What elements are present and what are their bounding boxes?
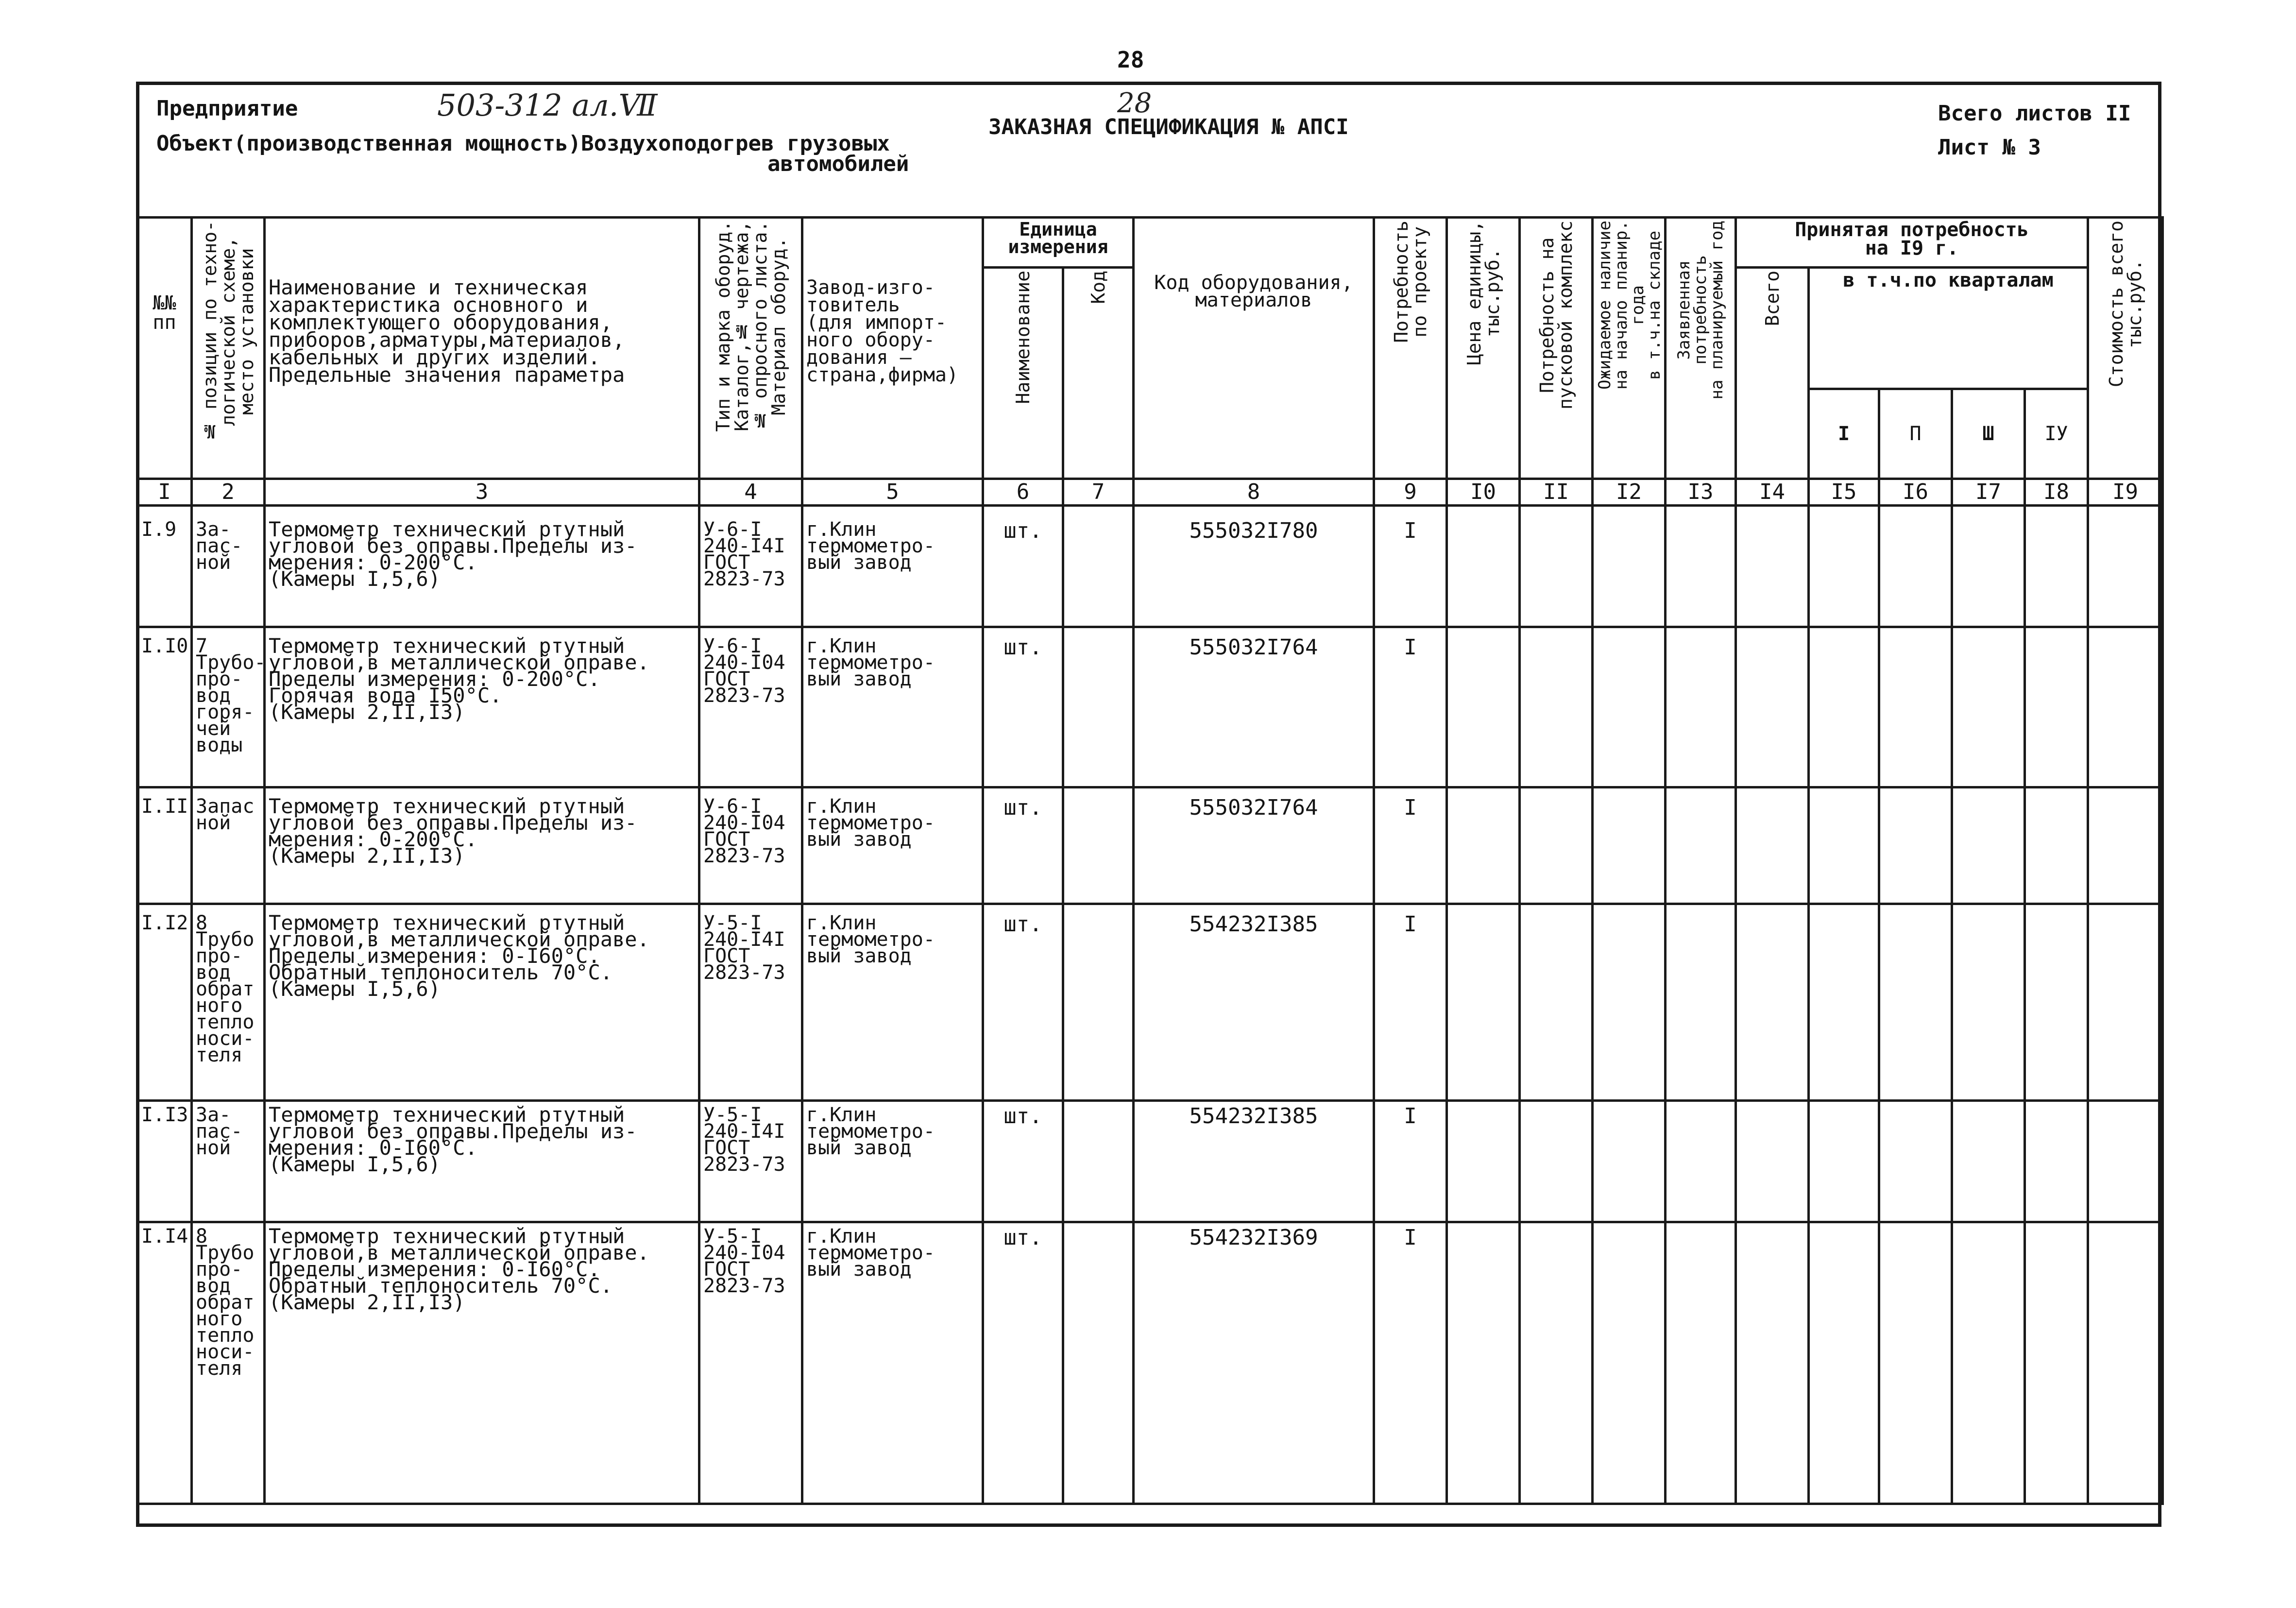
row-code: 555032I780 (1134, 506, 1374, 627)
row-code: 554232I385 (1134, 904, 1374, 1101)
enterprise-label: Предприятие (156, 96, 298, 121)
row-number: I.I3 (137, 1101, 192, 1222)
row-name: Термометр технический ртутный угловой,в металлической оправе. Пределы измерения: 0-I60°С. Обратный теплоноситель 70°С. (Камеры 2,II,I3) (265, 1222, 699, 1504)
row-code: 555032I764 (1134, 787, 1374, 904)
row-name: Термометр технический ртутный угловой без оправы.Пределы из- мерения: 0-200°С. (Камеры 2,II,I3) (265, 787, 699, 904)
row-type: У-5-I 240-I4I ГОСТ 2823-73 (699, 1101, 802, 1222)
table-row (137, 1222, 2163, 1504)
row-type: У-6-I 240-I4I ГОСТ 2823-73 (699, 506, 802, 627)
object-line-2: автомобилей (767, 152, 909, 176)
specification-table (136, 216, 2164, 1505)
row-maker: г.Клин термометро- вый завод (802, 787, 983, 904)
row-maker: г.Клин термометро- вый завод (802, 1101, 983, 1222)
col-header-unit-group: Единица измерения (983, 218, 1134, 268)
col-header-startup-need: Потребность на пусковой комплекс (1520, 218, 1593, 479)
row-qty: I (1374, 904, 1447, 1101)
col-header-unit-name: Наименование (983, 268, 1063, 479)
row-type: У-5-I 240-I4I ГОСТ 2823-73 (699, 904, 802, 1101)
col-header-q1: I (1809, 389, 1879, 479)
col-number: I7 (1952, 479, 2025, 506)
row-maker: г.Клин термометро- вый завод (802, 904, 983, 1101)
row-qty: I (1374, 1101, 1447, 1222)
col-header-total-cost: Стоимость всего тыс.руб. (2088, 218, 2163, 479)
col-number: I0 (1447, 479, 1520, 506)
row-unit: шт. (983, 904, 1063, 1101)
handwritten-code: 503-312 ал.Ⅶ (437, 87, 658, 123)
row-maker: г.Клин термометро- вый завод (802, 627, 983, 787)
col-header-equipment-code: Код оборудования, материалов (1134, 218, 1374, 479)
row-number: I.I0 (137, 627, 192, 787)
col-number: 8 (1134, 479, 1374, 506)
col-header-unit-price: Цена единицы, тыс.руб. (1447, 218, 1520, 479)
col-header-type: Тип и марка оборуд. Каталог,№ чертежа, № опросного листа. Материал оборуд. (699, 218, 802, 479)
row-number: I.II (137, 787, 192, 904)
table-row (137, 787, 2163, 904)
row-unit: шт. (983, 787, 1063, 904)
col-number: I4 (1736, 479, 1809, 506)
col-header-quarters: в т.ч.по кварталам (1809, 268, 2088, 389)
row-maker: г.Клин термометро- вый завод (802, 506, 983, 627)
col-number: 9 (1374, 479, 1447, 506)
row-type: У-5-I 240-I04 ГОСТ 2823-73 (699, 1222, 802, 1504)
row-position: 8 Трубо про- вод обрат ного тепло носи- теля (192, 904, 265, 1101)
col-number: 4 (699, 479, 802, 506)
col-header-q3: Ш (1952, 389, 2025, 479)
row-code: 554232I385 (1134, 1101, 1374, 1222)
row-position: За- пас- ной (192, 506, 265, 627)
col-header-total: Всего (1736, 268, 1809, 479)
row-maker: г.Клин термометро- вый завод (802, 1222, 983, 1504)
col-number: I2 (1593, 479, 1666, 506)
row-name: Термометр технический ртутный угловой,в металлической оправе. Пределы измерения: 0-I60°С. Обратный теплоноситель 70°С. (Камеры I,5,6) (265, 904, 699, 1101)
table-row (137, 1101, 2163, 1222)
col-header-name: Наименование и техническая характеристика основного и комплектующего оборудования, приборов,арматуры,материалов, кабельных и других изделий. Предельные значения параметра (265, 218, 699, 479)
row-position: За- пас- ной (192, 1101, 265, 1222)
col-header-no: №№ пп (137, 218, 192, 479)
row-name: Термометр технический ртутный угловой без оправы.Пределы из- мерения: 0-I60°С. (Камеры I,5,6) (265, 1101, 699, 1222)
col-number: I8 (2025, 479, 2088, 506)
row-code: 555032I764 (1134, 627, 1374, 787)
table-row (137, 904, 2163, 1101)
column-numbers-row (137, 479, 2163, 506)
col-number: I5 (1809, 479, 1879, 506)
row-number: I.I4 (137, 1222, 192, 1504)
row-type: У-6-I 240-I04 ГОСТ 2823-73 (699, 787, 802, 904)
col-header-maker: Завод-изго- товитель (для импорт- ного обору- дования — страна,фирма) (802, 218, 983, 479)
col-number: 5 (802, 479, 983, 506)
total-sheets: Всего листов II (1938, 101, 2131, 126)
col-number: II (1520, 479, 1593, 506)
row-qty: I (1374, 627, 1447, 787)
col-header-declared-need: Заявленная потребность на планируемый год (1666, 218, 1736, 479)
col-header-position: № позиции по техно- логической схеме, место установки (192, 218, 265, 479)
row-name: Термометр технический ртутный угловой,в металлической оправе. Пределы измерения: 0-200°С. Горячая вода I50°С. (Камеры 2,II,I3) (265, 627, 699, 787)
object-line-1: Объект(производственная мощность)Воздухоподогрев грузовых (156, 131, 890, 156)
row-qty: I (1374, 1222, 1447, 1504)
col-number: I9 (2088, 479, 2163, 506)
row-name: Термометр технический ртутный угловой без оправы.Пределы из- мерения: 0-200°С. (Камеры I,5,6) (265, 506, 699, 627)
col-header-project-need: Потребность по проекту (1374, 218, 1447, 479)
table-row (137, 506, 2163, 627)
col-header-q2: П (1879, 389, 1952, 479)
col-number: I6 (1879, 479, 1952, 506)
col-number: 2 (192, 479, 265, 506)
row-type: У-6-I 240-I04 ГОСТ 2823-73 (699, 627, 802, 787)
page-number: 28 (1117, 47, 1144, 73)
col-number: 6 (983, 479, 1063, 506)
col-header-expected-stock: Ожидаемое наличие на начало планир. года в т.ч.на складе (1593, 218, 1666, 479)
row-code: 554232I369 (1134, 1222, 1374, 1504)
row-number: I.9 (137, 506, 192, 627)
col-number: 7 (1063, 479, 1134, 506)
row-position: 8 Трубо про- вод обрат ного тепло носи- теля (192, 1222, 265, 1504)
row-position: Запас ной (192, 787, 265, 904)
row-unit: шт. (983, 627, 1063, 787)
row-unit: шт. (983, 1101, 1063, 1222)
row-qty: I (1374, 506, 1447, 627)
col-number: I3 (1666, 479, 1736, 506)
row-unit: шт. (983, 506, 1063, 627)
handwritten-page: 28 (1117, 87, 1152, 119)
col-header-accepted-group: Принятая потребность на I9 г. (1736, 218, 2088, 268)
col-number: 3 (265, 479, 699, 506)
row-number: I.I2 (137, 904, 192, 1101)
col-header-unit-code: Код (1063, 268, 1134, 479)
row-unit: шт. (983, 1222, 1063, 1504)
col-number: I (137, 479, 192, 506)
spec-title: ЗАКАЗНАЯ СПЕЦИФИКАЦИЯ № АПСI (988, 115, 1349, 139)
sheet-number: Лист № 3 (1938, 135, 2041, 160)
row-qty: I (1374, 787, 1447, 904)
row-position: 7 Трубо- про- вод горя- чей воды (192, 627, 265, 787)
table-row (137, 627, 2163, 787)
col-header-q4: IУ (2025, 389, 2088, 479)
